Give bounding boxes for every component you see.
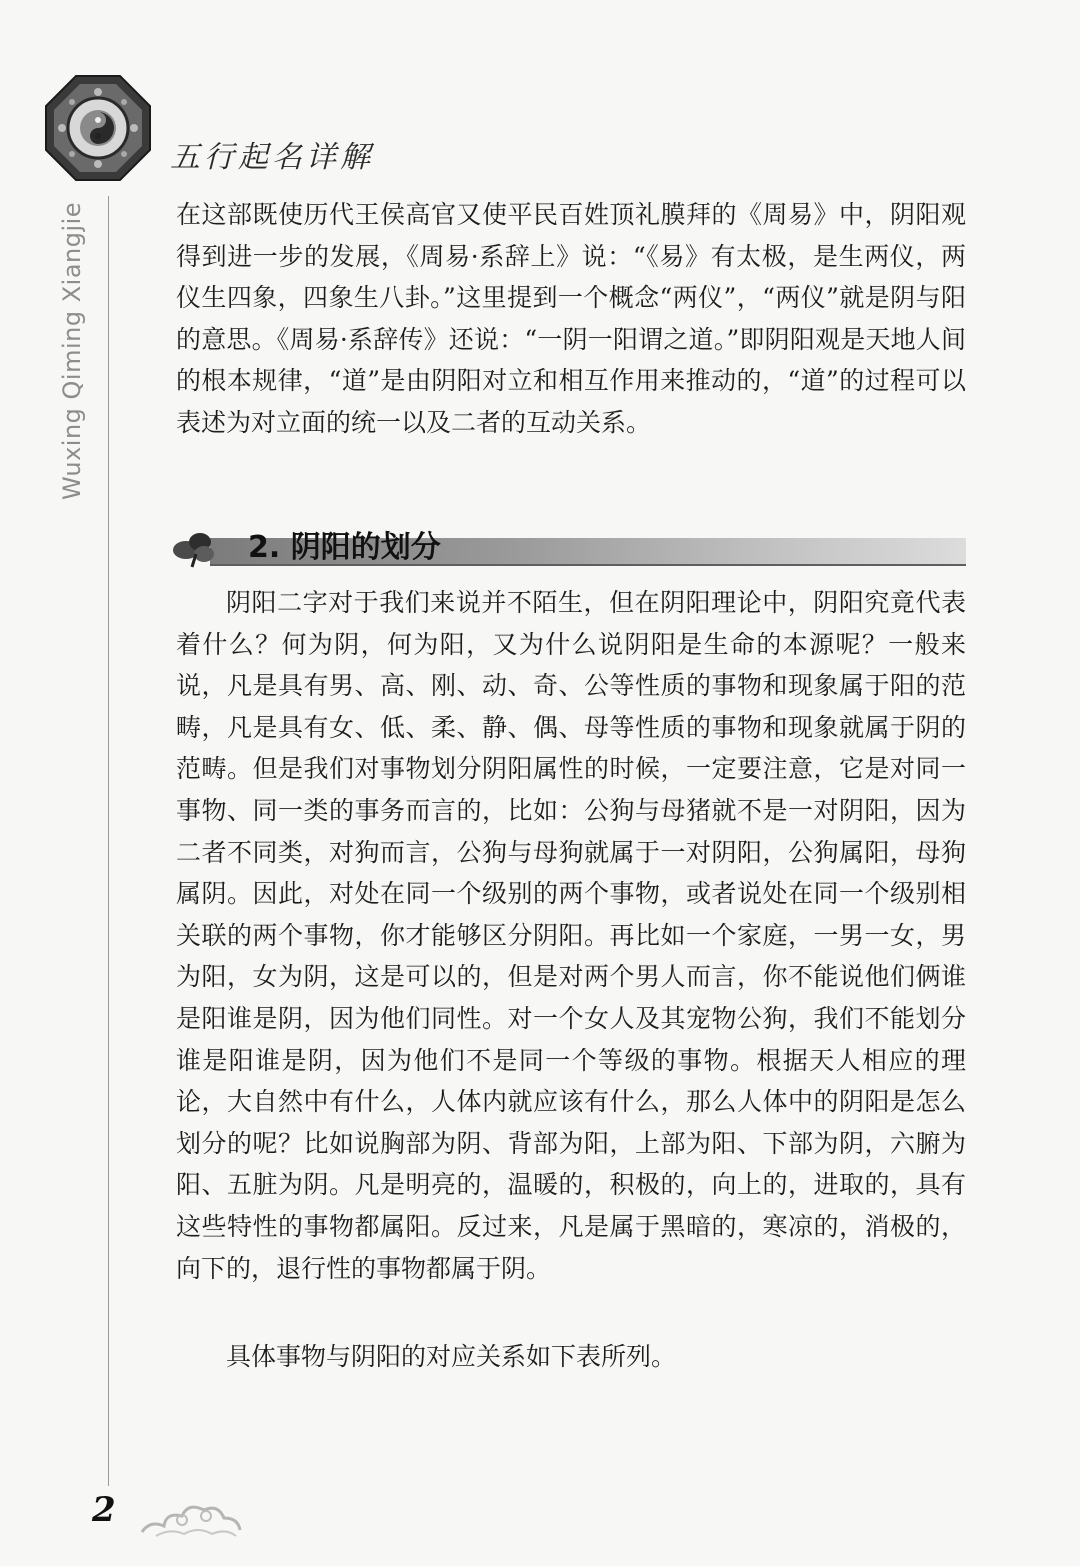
side-rule: [108, 196, 109, 1486]
page-number: 2: [92, 1490, 116, 1530]
section-title: 2. 阴阳的划分: [248, 530, 441, 565]
paragraph-1: 在这部既使历代王侯高官又使平民百姓顶礼膜拜的《周易》中，阴阳观得到进一步的发展，《周易·系辞上》说：“《易》有太极，是生两仪，两仪生四象，四象生八卦。”这里提到一个概念“两仪”，“两仪”就是阴与阳的意思。《周易·系辞传》还说：“一阴一阳谓之道。”即阴阳观是天地人间的根本规律，“道”是由阴阳对立和相互作用来推动的，“道”的过程可以表述为对立面的统一以及二者的互动关系。: [176, 200, 966, 437]
paragraph-2: 阴阳二字对于我们来说并不陌生，但在阴阳理论中，阴阳究竟代表着什么？何为阴，何为阳，又为什么说阴阳是生命的本源呢？一般来说，凡是具有男、高、刚、动、奇、公等性质的事物和现象属于阳的范畴，凡是具有女、低、柔、静、偶、母等性质的事物和现象就属于阴的范畴。但是我们对事物划分阴阳属性的时候，一定要注意，它是对同一事物、同一类的事务而言的，比如：公狗与母猪就不是一对阴阳，因为二者不同类，对狗而言，公狗与母狗就属于一对阴阳，公狗属阳，母狗属阴。因此，对处在同一个级别的两个事物，或者说处在同一个级别相关联的两个事物，你才能够区分阴阳。再比如一个家庭，一男一女，男为阳，女为阴，这是可以的，但是对两个男人而言，你不能说他们俩谁是阳谁是阴，因为他们同性。对一个女人及其宠物公狗，我们不能划分谁是阳谁是阴，因为他们不是同一个等级的事物。根据天人相应的理论，大自然中有什么，人体内就应该有什么，那么人体中的阴阳是怎么划分的呢？比如说胸部为阴、背部为阳，上部为阳、下部为阴，六腑为阳、五脏为阴。凡是明亮的，温暖的，积极的，向上的，进取的，具有这些特性的事物都属阳。反过来，凡是属于黑暗的，寒凉的，消极的，向下的，退行性的事物都属于阴。: [176, 588, 966, 1283]
vertical-caption: Wuxing Qiming Xiangjie: [58, 201, 86, 500]
cloud-scroll-icon: [136, 1492, 246, 1542]
clover-icon: [170, 528, 218, 568]
paragraph-3: 具体事物与阴阳的对应关系如下表所列。: [226, 1342, 677, 1371]
running-title: 五行起名详解: [170, 140, 374, 175]
octagon-medallion-icon: [42, 72, 154, 184]
